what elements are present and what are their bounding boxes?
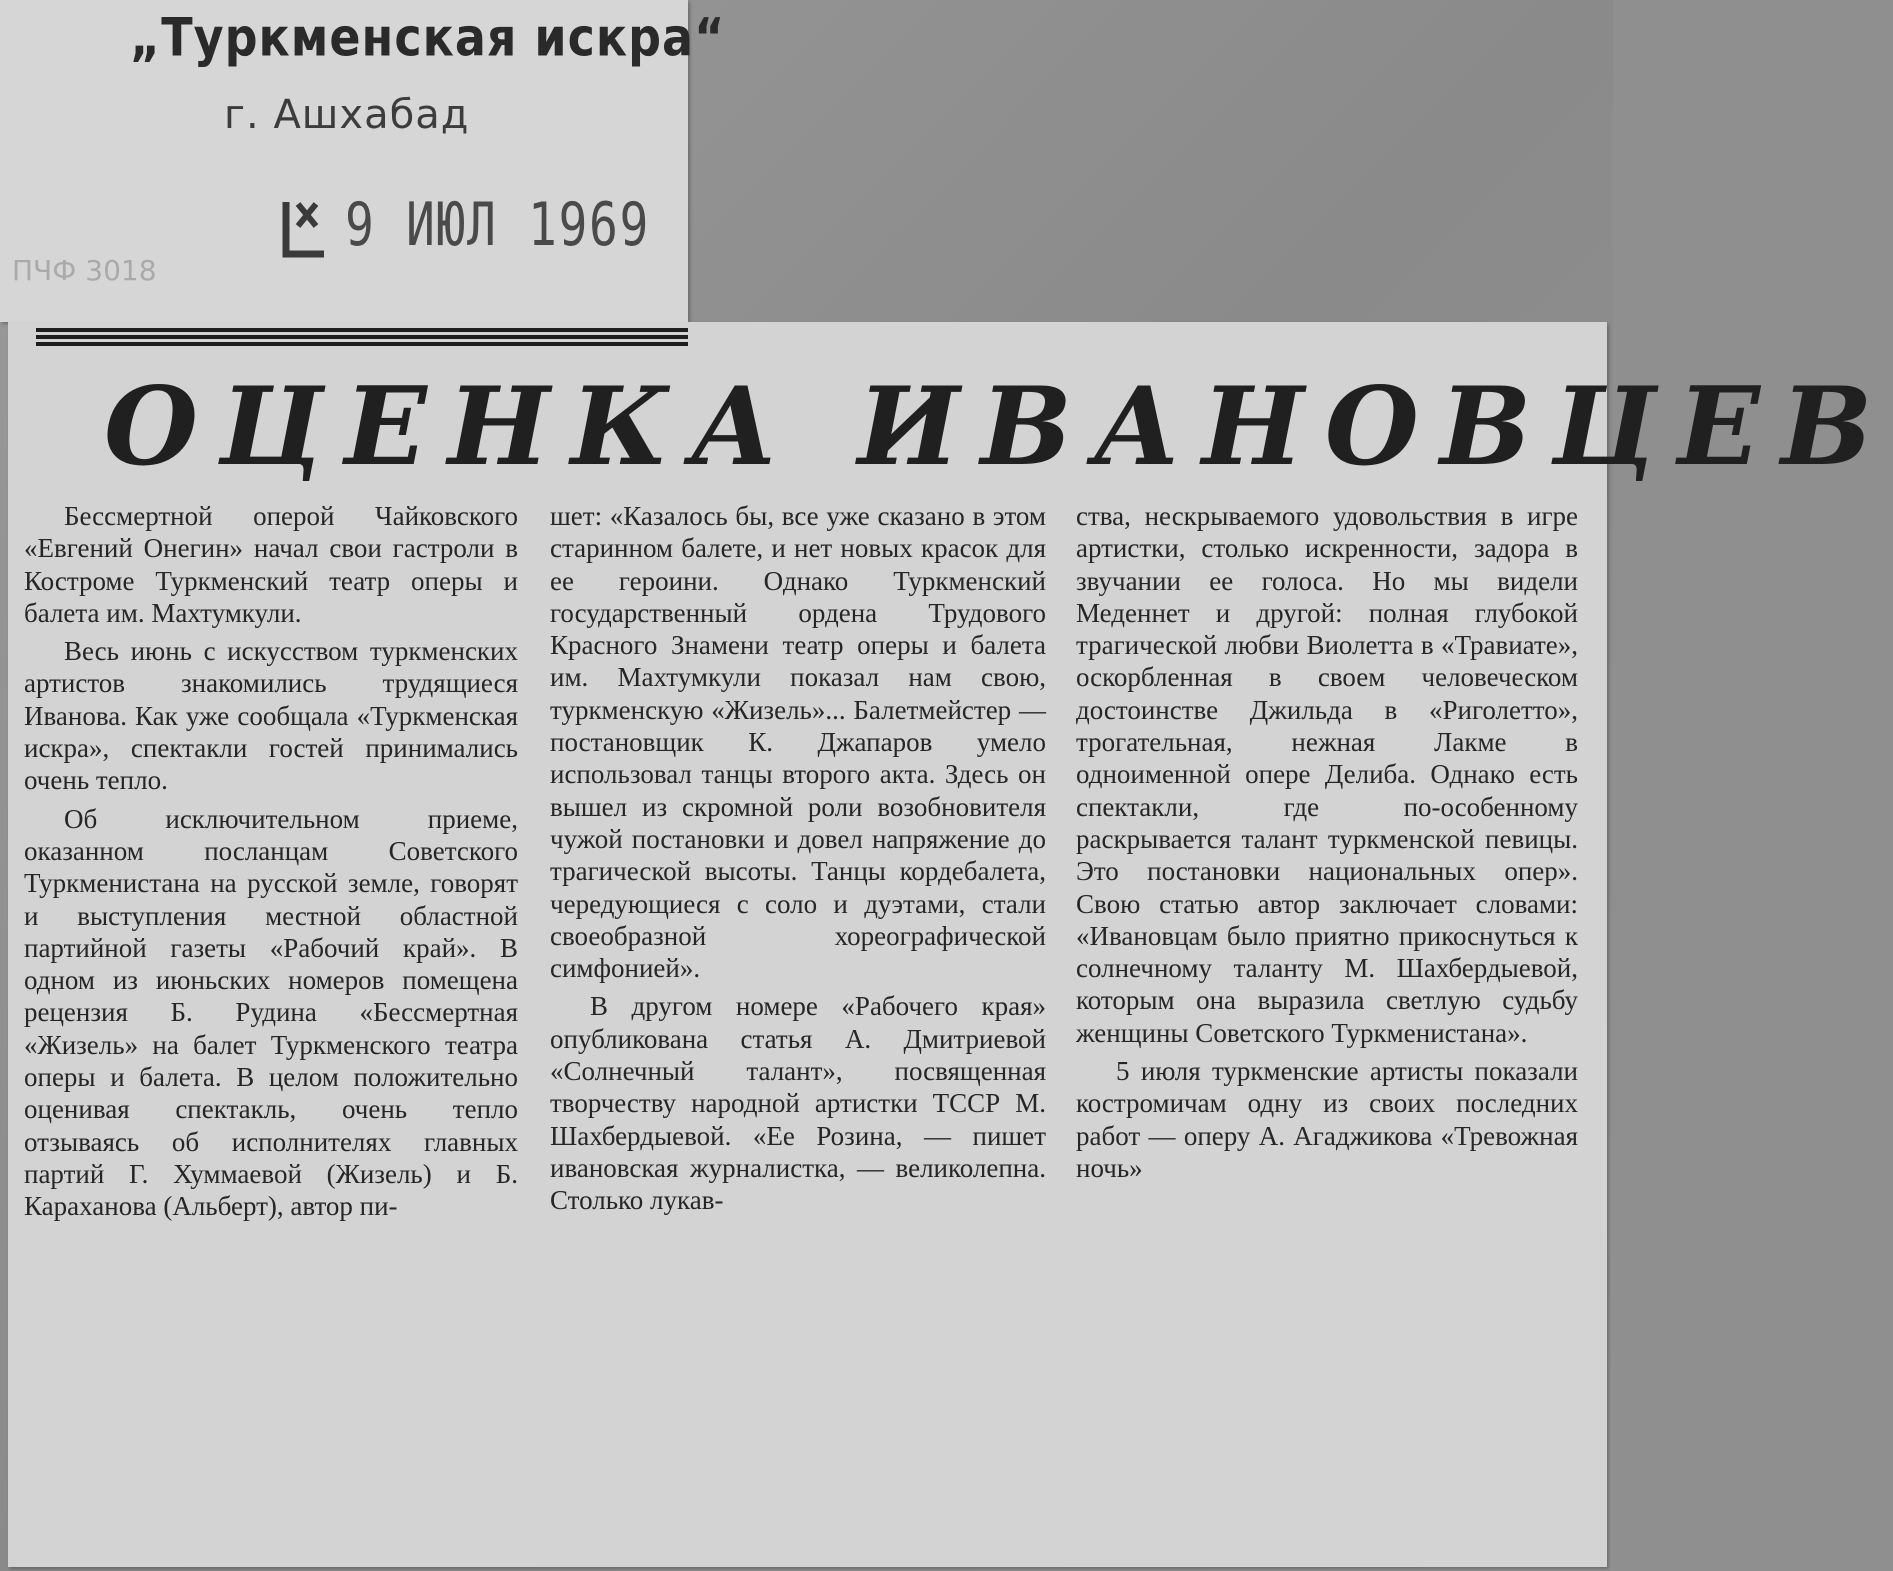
paragraph: Бессмертной оперой Чайковского «Евгений Онегин» начал свои гастроли в Костроме Туркменский театр оперы и балета им. Махтумкули.	[24, 501, 518, 628]
paragraph: Весь июнь с искусством туркменских артистов знакомились трудящиеся Иванова. Как уже сообщала «Туркменская искра», спектакли гостей принимались очень тепло.	[24, 636, 518, 796]
article-column-2	[550, 500, 1046, 1217]
stamp-date: 9 ИЮЛ 1969	[345, 190, 650, 260]
article-headline: ОЦЕНКА ИВАНОВЦЕВ	[104, 364, 1893, 490]
top-rule-lines	[36, 328, 688, 350]
paragraph: Об исключительном приеме, оказанном посланцам Советского Туркменистана на русской земле, говорят и выступления местной областной партийной газеты «Рабочий край». В одном из июньских номеров помещена рецензия Б. Рудина «Бессмертная «Жизель» на балет Туркменского театра оперы и балета. В целом положительно оценивая спектакль, очень тепло отзываясь об исполнителях главных партий Г. Хуммаевой (Жизель) и Б. Караханова (Альберт), автор пи-	[24, 803, 518, 1222]
paragraph: ства, нескрываемого удовольствия в игре артистки, столько искренности, задора в звучании ее голоса. Но мы видели Меденнет и другой: полная глубокой трагической любви Виолетта в «Травиате», оскорбленная в своем человеческом достоинстве Джильда в «Риголетто», трогательная, нежная Лакме в одноименной опере Делиба. Однако есть спектакли, где по-особенному раскрывается талант туркменской певицы. Это постановки национальных опер». Свою статью автор заключает словами: «Ивановцам было приятно прикоснуться к солнечному таланту М. Шахбердыевой, которым она выразила светлую судьбу женщины Советского Туркменистана».	[1076, 501, 1578, 1048]
newspaper-name: „Туркменская искра“	[130, 6, 726, 69]
article-column-3	[1076, 500, 1578, 1184]
source-label-clipping	[0, 0, 726, 322]
article-clipping	[8, 322, 1893, 1567]
faded-stamp-text: ПЧФ 3018	[12, 254, 157, 287]
article-column-1	[24, 500, 518, 1223]
stamp-mark-icon	[282, 198, 328, 260]
paragraph: 5 июля туркменские артисты показали костромичам одну из своих последних работ — оперу А. Агаджикова «Тревожная ночь»	[1076, 1056, 1578, 1183]
city-name: г. Ашхабад	[224, 92, 470, 138]
paragraph: шет: «Казалось бы, все уже сказано в этом старинном балете, и нет новых красок для ее героини. Однако Туркменский государственный ордена Трудового Красного Знамени театр оперы и балета им. Махтумкули показал нам свою, туркменскую «Жизель»... Балетмейстер — постановщик К. Джапаров умело использовал танцы второго акта. Здесь он вышел из скромной роли возобновителя чужой постановки и довел напряжение до трагической высоты. Танцы кордебалета, чередующиеся с соло и дуэтами, стали своеобразной хореографической симфонией».	[550, 501, 1046, 984]
paragraph: В другом номере «Рабочего края» опубликована статья А. Дмитриевой «Солнечный талант», посвященная творчеству народной артистки ТССР М. Шахбердыевой. «Ее Розина, — пишет ивановская журналистка, — великолепна. Столько лукав-	[550, 991, 1046, 1216]
